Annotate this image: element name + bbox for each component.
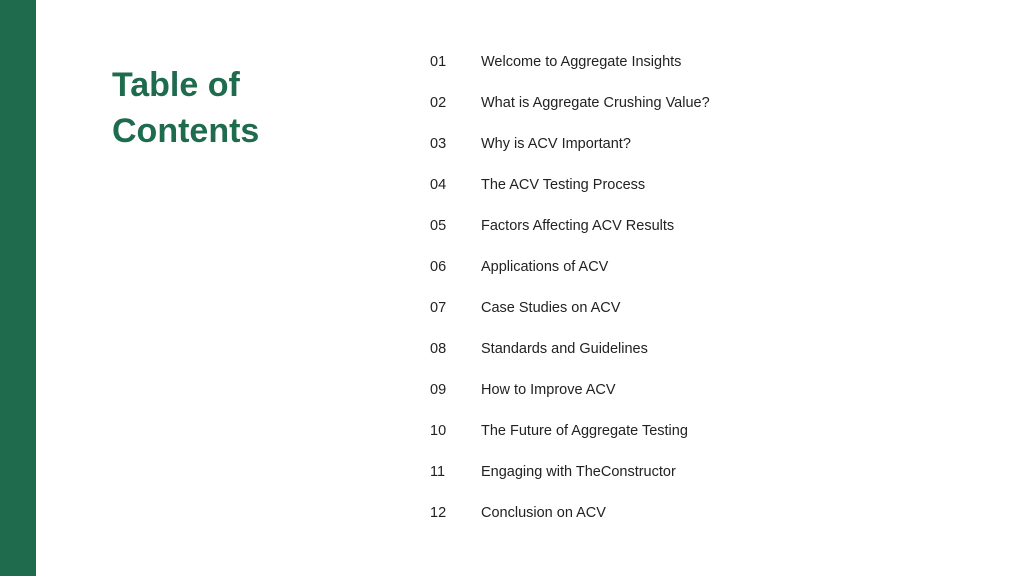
accent-side-bar [0,0,36,576]
toc-item-number: 03 [430,135,447,152]
toc-item-number: 08 [430,340,447,357]
toc-item-number: 09 [430,381,447,398]
toc-item-number: 01 [430,53,447,70]
toc-item-number: 05 [430,217,447,234]
toc-item-label: Welcome to Aggregate Insights [481,53,682,70]
toc-item-label: Why is ACV Important? [481,135,631,152]
toc-item-03 [430,123,990,164]
toc-item-09 [430,369,990,410]
toc-item-label: Conclusion on ACV [481,504,606,521]
toc-item-number: 07 [430,299,447,316]
toc-item-number: 02 [430,94,447,111]
toc-item-label: Case Studies on ACV [481,299,621,316]
toc-item-number: 11 [430,463,446,480]
toc-item-11 [430,451,990,492]
toc-item-02 [430,82,990,123]
toc-item-label: Engaging with TheConstructor [481,463,676,480]
toc-item-01 [430,41,990,82]
toc-item-label: Applications of ACV [481,258,609,275]
toc-item-number: 04 [430,176,447,193]
toc-item-label: The ACV Testing Process [481,176,646,193]
toc-item-06 [430,246,990,287]
toc-item-label: What is Aggregate Crushing Value? [481,94,710,111]
toc-item-label: Standards and Guidelines [481,340,648,357]
toc-item-08 [430,328,990,369]
page-title: Table of Contents [112,66,260,150]
toc-item-number: 06 [430,258,447,275]
toc-item-04 [430,164,990,205]
toc-item-number: 12 [430,504,447,521]
table-of-contents-list [430,41,990,533]
toc-item-label: Factors Affecting ACV Results [481,217,675,234]
toc-item-05 [430,205,990,246]
toc-item-10 [430,410,990,451]
toc-item-label: The Future of Aggregate Testing [481,422,688,439]
toc-item-number: 10 [430,422,447,439]
toc-item-12 [430,492,990,533]
toc-item-label: How to Improve ACV [481,381,616,398]
toc-item-07 [430,287,990,328]
